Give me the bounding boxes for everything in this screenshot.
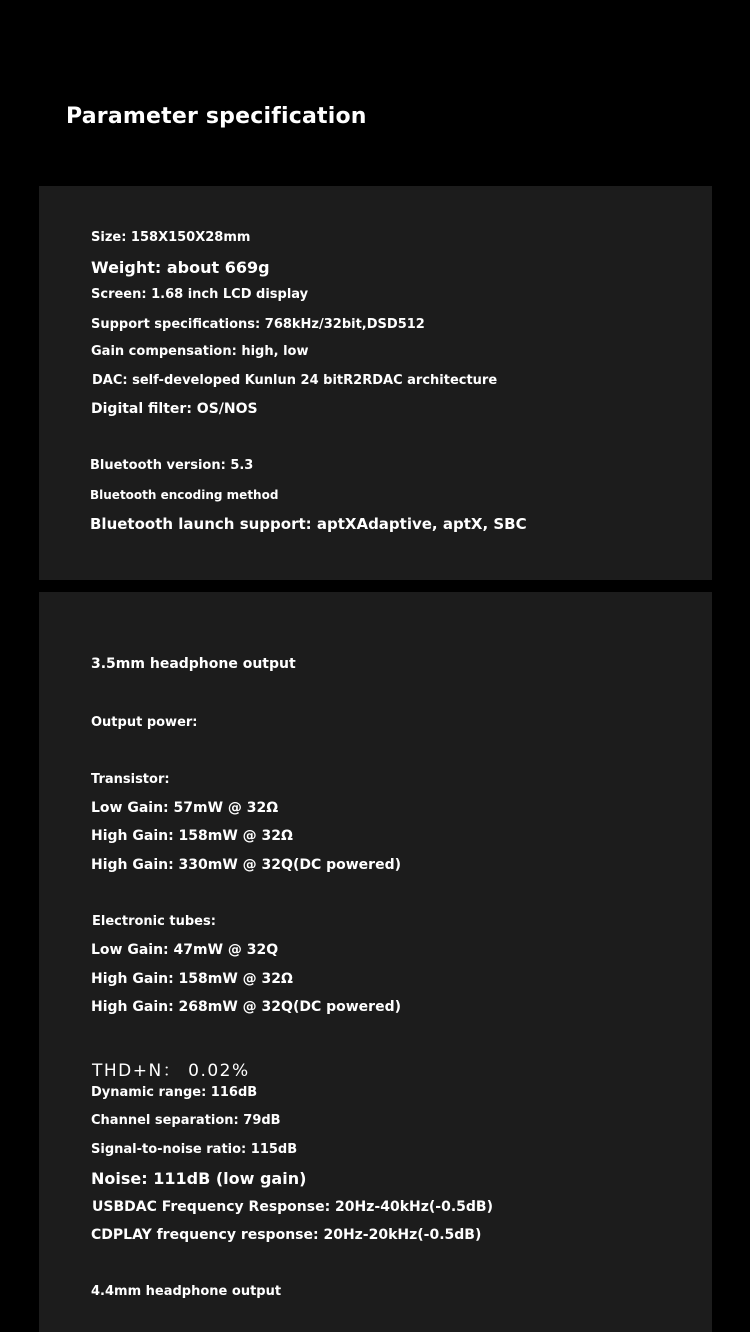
tubes-low-gain: Low Gain: 47mW @ 32Q (91, 942, 279, 958)
transistor-low-gain: Low Gain: 57mW @ 32Ω (91, 800, 279, 816)
heading-3-5mm-output: 3.5mm headphone output (91, 656, 296, 672)
spec-size: Size: 158X150X28mm (91, 230, 251, 245)
spec-gain-compensation: Gain compensation: high, low (91, 344, 309, 359)
spec-digital-filter: Digital filter: OS/NOS (91, 401, 258, 417)
tubes-label: Electronic tubes: (92, 914, 216, 929)
spec-support: Support specifications: 768kHz/32bit,DSD512 (91, 317, 425, 332)
transistor-high-gain: High Gain: 158mW @ 32Ω (91, 828, 293, 844)
tubes-high-gain-dc: High Gain: 268mW @ 32Q(DC powered) (91, 999, 401, 1015)
transistor-label: Transistor: (91, 772, 170, 787)
spec-usbdac-response: USBDAC Frequency Response: 20Hz-40kHz(-0.5dB) (92, 1199, 493, 1215)
spec-noise: Noise: 111dB (low gain) (91, 1169, 307, 1188)
headphone-spec-panel (39, 592, 712, 1332)
spec-channel-separation: Channel separation: 79dB (91, 1113, 281, 1128)
heading-4-4mm-output: 4.4mm headphone output (91, 1284, 282, 1299)
spec-bluetooth-encoding: Bluetooth encoding method (90, 488, 279, 502)
spec-bluetooth-version: Bluetooth version: 5.3 (90, 458, 254, 473)
spec-bluetooth-launch: Bluetooth launch support: aptXAdaptive, aptX, SBC (90, 515, 527, 533)
page-title: Parameter specification (66, 104, 367, 129)
spec-snr: Signal-to-noise ratio: 115dB (91, 1142, 298, 1157)
spec-screen: Screen: 1.68 inch LCD display (91, 287, 309, 302)
tubes-high-gain: High Gain: 158mW @ 32Ω (91, 971, 293, 987)
transistor-high-gain-dc: High Gain: 330mW @ 32Q(DC powered) (91, 857, 401, 873)
spec-weight: Weight: about 669g (91, 258, 270, 277)
spec-thd-n: THD+N： 0.02% (92, 1061, 250, 1081)
output-power-label: Output power: (91, 715, 198, 730)
spec-dynamic-range: Dynamic range: 116dB (91, 1085, 258, 1100)
general-spec-panel (39, 186, 712, 580)
spec-dac: DAC: self-developed Kunlun 24 bitR2RDAC architecture (92, 373, 498, 388)
spec-cdplay-response: CDPLAY frequency response: 20Hz-20kHz(-0.5dB) (91, 1227, 482, 1243)
